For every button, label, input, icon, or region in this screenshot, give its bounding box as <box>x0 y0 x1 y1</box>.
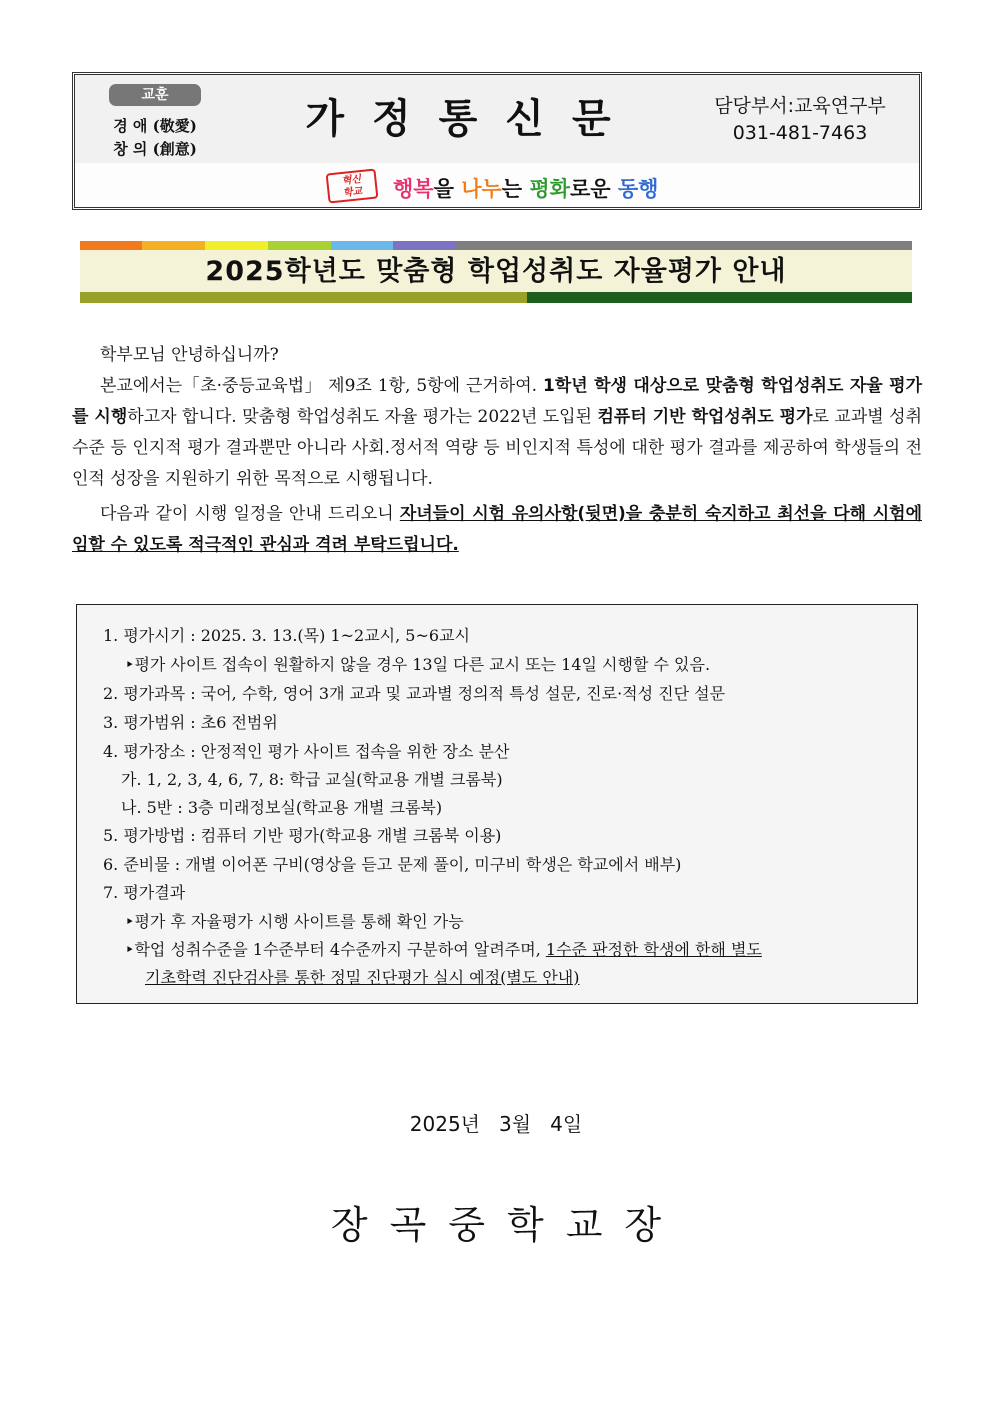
detail-7-note-b-text: ‣학업 성취수준을 1수준부터 4수준까지 구분하여 알려주며, <box>125 940 546 959</box>
detail-1-note: ‣평가 사이트 접속이 원활하지 않을 경우 13일 다른 교시 또는 14일 시행할 수 있음. <box>125 655 711 674</box>
p1-bold-b: 1학년 학생 대상으로 맞춤형 학업성취도 자율 평가를 시행 <box>72 376 923 427</box>
color-stripe-top <box>80 241 912 250</box>
intro-paragraph-1 <box>72 371 922 495</box>
detail-7-note-b-underlined: 1수준 판정한 학생에 한해 별도 <box>545 940 762 959</box>
slogan-part-4: 평화 <box>529 177 570 201</box>
stripe-top-segment <box>331 241 393 250</box>
announcement-title: 2025학년도 맞춤형 학업성취도 자율평가 안내 <box>80 250 912 292</box>
department-phone: 031-481-7463 <box>732 122 868 144</box>
p1-text-c: 하고자 합니다. 맞춤형 학업성취도 자율 평가는 2022년 도입된 <box>127 407 598 427</box>
detail-3-scope: 3. 평가범위 : 초6 전범위 <box>103 713 278 732</box>
header-slogan-row <box>75 163 919 207</box>
department-name: 담당부서:교육연구부 <box>714 95 886 117</box>
slogan-part-5: 로운 <box>569 177 618 201</box>
detail-2-subjects: 2. 평가과목 : 국어, 수학, 영어 3개 교과 및 교과별 정의적 특성 설문, 진로·적성 진단 설문 <box>103 684 726 703</box>
color-stripe-bottom <box>80 292 912 303</box>
motto-line-2: 창 의 (創意) <box>113 140 197 158</box>
detail-6-supplies: 6. 준비물 : 개별 이어폰 구비(영상을 듣고 문제 풀이, 미구비 학생은 학교에서 배부) <box>103 855 682 874</box>
school-slogan <box>393 173 658 203</box>
stripe-bottom-segment <box>80 292 527 303</box>
intro-paragraph-2 <box>72 499 922 561</box>
evaluation-details-box <box>76 604 918 1004</box>
detail-7-note-b-cont <box>145 965 580 988</box>
stripe-top-segment <box>268 241 331 250</box>
p1-text-a: 본교에서는「초·중등교육법」 제9조 1항, 5항에 근거하여. <box>100 376 543 396</box>
motto-badge: 교훈 <box>109 84 201 106</box>
detail-4-place-a: 가. 1, 2, 3, 4, 6, 7, 8: 학급 교실(학교용 개별 크롬북) <box>121 770 503 789</box>
motto-line-1: 경 애 (敬愛) <box>113 117 197 135</box>
stripe-bottom-segment <box>527 292 912 303</box>
header-top-row <box>75 75 919 164</box>
p2-underlined-request: 자녀들이 시험 유의사항(뒷면)을 충분히 숙지하고 최선을 다해 시험에 임할 수 있도록 적극적인 관심과 격려 부탁드립니다. <box>72 504 922 555</box>
department-cell <box>681 75 919 163</box>
issue-date: 2025년 3월 4일 <box>409 1112 583 1136</box>
detail-7-note-b-underlined-2: 기초학력 진단검사를 통한 정밀 진단평가 실시 예정(별도 안내) <box>145 968 580 987</box>
detail-7-note-a: ‣평가 후 자율평가 시행 사이트를 통해 확인 가능 <box>125 912 464 931</box>
detail-1-period: 1. 평가시기 : 2025. 3. 13.(목) 1~2교시, 5~6교시 <box>103 626 470 645</box>
slogan-part-1: 을 <box>433 177 462 201</box>
stripe-top-segment <box>142 241 205 250</box>
motto-cell <box>75 75 236 163</box>
detail-5-method: 5. 평가방법 : 컴퓨터 기반 평가(학교용 개별 크롬북 이용) <box>103 826 502 845</box>
slogan-part-6: 동행 <box>617 177 659 201</box>
stripe-top-segment <box>205 241 268 250</box>
greeting: 학부모님 안녕하십니까? <box>100 345 279 365</box>
detail-4-place-b: 나. 5반 : 3층 미래정보실(학교용 개별 크롬북) <box>121 798 443 817</box>
header-table <box>72 72 922 210</box>
p1-text-e: 로 교과별 성취 수준 등 인지적 평가 결과뿐만 아니라 사회.정서적 역량 등 비인지적 특성에 대한 평가 결과를 제공하여 학생들의 전인적 성장을 지원하기 위한 목적으로 시행됩니다. <box>72 407 923 489</box>
stripe-top-segment <box>455 241 912 250</box>
newsletter-title: 가정통신문 <box>235 75 682 163</box>
innovation-school-stamp <box>326 168 379 203</box>
school-principal: 장곡중학교장 <box>330 1203 684 1247</box>
slogan-part-0: 행복 <box>393 177 434 201</box>
stamp-line-1: 혁신 <box>341 174 362 188</box>
p2-text-a: 다음과 같이 시행 일정을 안내 드리오니 <box>100 504 400 524</box>
detail-7-results: 7. 평가결과 <box>103 883 186 902</box>
detail-4-place: 4. 평가장소 : 안정적인 평가 사이트 접속을 위한 장소 분산 <box>103 742 510 761</box>
slogan-part-2: 나누 <box>461 177 502 201</box>
stamp-line-2: 학교 <box>342 185 363 199</box>
stripe-top-segment <box>80 241 142 250</box>
p1-bold-d: 컴퓨터 기반 학업성취도 평가 <box>597 407 813 427</box>
detail-7-note-b <box>125 937 762 960</box>
slogan-part-3: 는 <box>501 177 530 201</box>
stripe-top-segment <box>393 241 455 250</box>
